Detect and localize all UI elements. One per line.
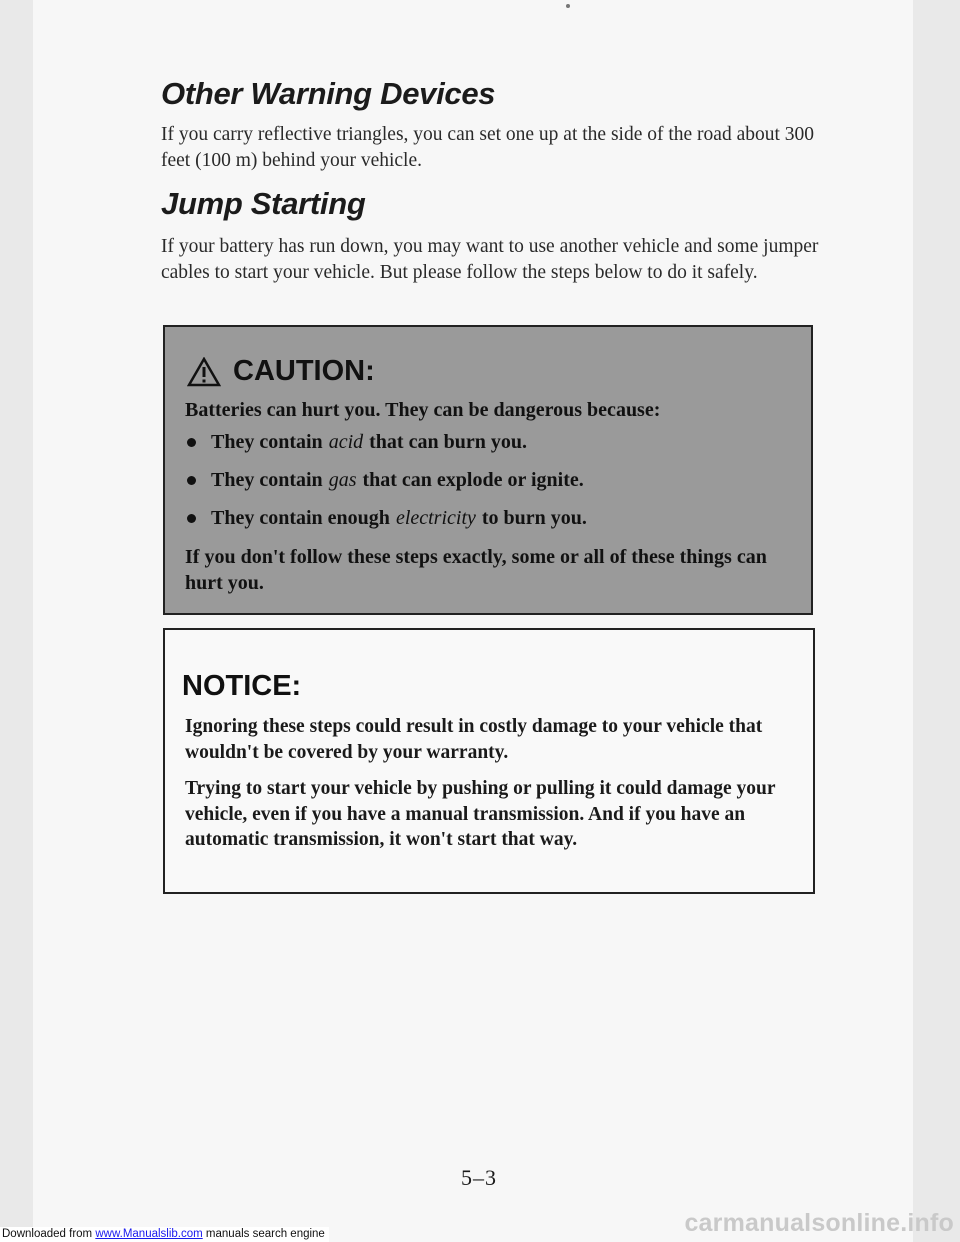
carmanuals-watermark: carmanualsonline.info: [684, 1209, 954, 1237]
caution-bullet-gas: [187, 469, 584, 492]
caution-intro: Batteries can hurt you. They can be dangerous because:: [185, 399, 661, 421]
caution-bullet-acid: [187, 431, 527, 454]
bullet-text: They contain enough: [211, 507, 390, 529]
warning-triangle-icon: [187, 357, 221, 387]
caution-outro: If you don't follow these steps exactly, some or all of these things can hurt you.: [185, 546, 767, 594]
caution-bullet-electricity: [187, 507, 587, 530]
notice-title: NOTICE:: [182, 670, 302, 702]
other-warning-devices-heading: Other Warning Devices: [161, 76, 496, 111]
footer-prefix: Downloaded from: [2, 1228, 93, 1240]
notice-paragraph-push-start: Trying to start your vehicle by pushing or pulling it could damage your vehicle, even if you have a manual transmission. And if you have an automatic transmission, it won't start that way.: [185, 778, 776, 850]
caution-box: [163, 325, 813, 615]
notice-box: [163, 628, 815, 894]
bullet-text: They contain: [211, 469, 323, 491]
footer-suffix: manuals search engine: [205, 1228, 325, 1240]
caution-label: CAUTION:: [233, 355, 375, 387]
bullet-emphasis: acid: [328, 431, 364, 453]
download-footer: [0, 1227, 329, 1242]
jump-starting-text: If your battery has run down, you may want to use another vehicle and some jumper cables to start your vehicle. But please follow the steps below to do it safely.: [161, 236, 819, 283]
scan-mark: [566, 4, 570, 8]
other-warning-devices-text: If you carry reflective triangles, you can set one up at the side of the road about 300 feet (100 m) behind your vehicle.: [161, 124, 815, 171]
bullet-emphasis: electricity: [395, 507, 476, 529]
bullet-emphasis: gas: [328, 469, 357, 491]
bullet-text: They contain: [211, 431, 323, 453]
bullet-text: to burn you.: [481, 507, 587, 529]
bullet-icon: [187, 438, 196, 447]
manualslib-link[interactable]: www.Manualslib.com: [95, 1228, 203, 1240]
bullet-text: that can burn you.: [369, 431, 527, 453]
caution-title: [187, 355, 375, 388]
bullet-icon: [187, 514, 196, 523]
bullet-text: that can explode or ignite.: [362, 469, 584, 491]
notice-paragraph-warranty: Ignoring these steps could result in costly damage to your vehicle that wouldn't be covered by your warranty.: [185, 716, 763, 763]
jump-starting-heading: Jump Starting: [161, 186, 366, 221]
page-number: 5–3: [461, 1165, 497, 1190]
bullet-icon: [187, 476, 196, 485]
